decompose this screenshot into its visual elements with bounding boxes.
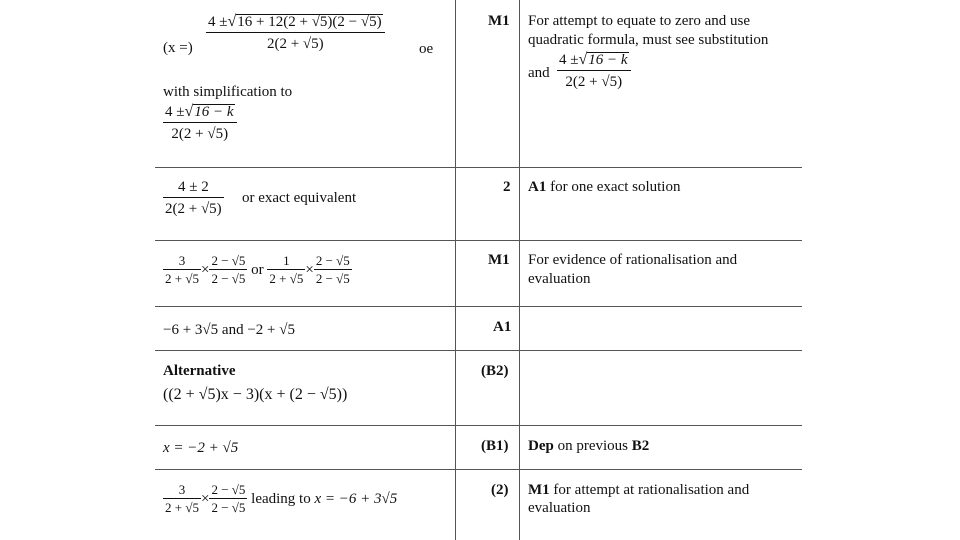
mark: A1	[493, 319, 512, 335]
guidance-and: and	[528, 65, 550, 81]
guidance-line2: quadratic formula, must see substitution	[528, 32, 769, 48]
answer-prefix: (x =)	[163, 40, 193, 56]
mark: (2)	[491, 482, 509, 498]
answer-fraction: $\frac{4 \pm√16 + 12(2 + √5)(2 - √5)}{2(2 + √5)}$	[206, 12, 385, 55]
answer-line2: with simplification to	[163, 84, 293, 100]
mark: M1	[488, 252, 510, 268]
answer-expression: $\frac{3}{2 + √5}$ × $\frac{2 - √5}{2 - √5}$ leading to x = −6 + 3√5	[165, 482, 398, 515]
guidance: Dep on previous B2	[528, 438, 650, 454]
alternative-heading: Alternative	[163, 363, 236, 379]
mark: (B1)	[481, 438, 509, 454]
mark: 2	[503, 179, 511, 195]
guidance: For evidence of rationalisation and	[528, 252, 738, 268]
answer-suffix: oe	[419, 41, 434, 57]
mark: (B2)	[481, 363, 509, 379]
guidance-line2: evaluation	[528, 500, 591, 516]
guidance: A1 for one exact solution	[528, 179, 681, 195]
answer: ((2 + √5)x − 3)(x + (2 − √5))	[163, 386, 348, 403]
answer-fraction: $\frac{4 \pm 2}{2(2 + √5)}$	[165, 179, 222, 217]
answer: −6 + 3√5 and −2 + √5	[163, 322, 295, 338]
answer-fraction-2: $\frac{4 \pm√16 - k}{2(2 + √5)}$	[163, 102, 237, 145]
guidance-fraction: $\frac{4 \pm√16 - k}{2(2 + √5)}$	[557, 50, 631, 93]
answer-expression: $\frac{3}{2 + √5}$ × $\frac{2 - √5}{2 - √5}$ or $\frac{1}{2 + √5}$ × $\frac{2 - √5}{2 - √5}$	[165, 253, 350, 286]
mark: M1	[488, 13, 510, 29]
answer-suffix: or exact equivalent	[242, 190, 357, 206]
guidance: For attempt to equate to zero and use	[528, 13, 751, 29]
answer: x = −2 + √5	[163, 440, 239, 456]
guidance-line2: evaluation	[528, 271, 591, 287]
guidance: M1 for attempt at rationalisation and	[528, 482, 750, 498]
